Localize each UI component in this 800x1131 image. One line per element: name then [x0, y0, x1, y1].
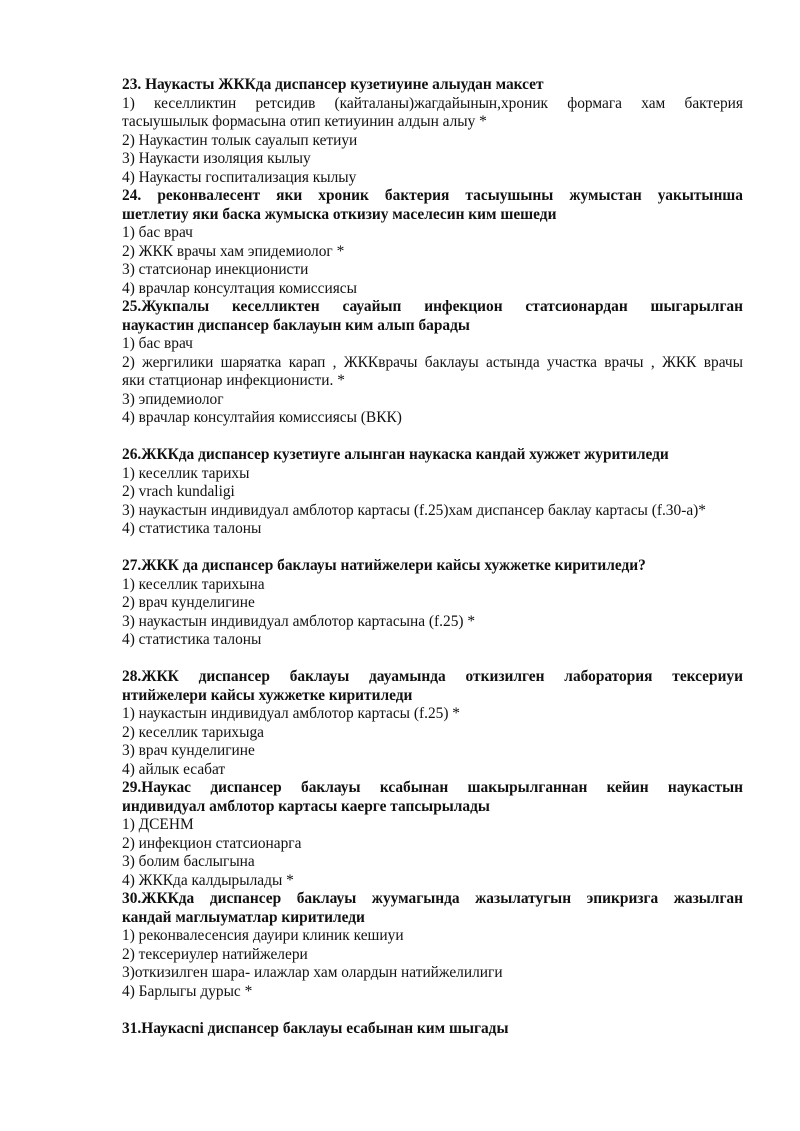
answer-option: 4) врачлар консултайия комиссиясы (ВКК) [122, 409, 402, 426]
paragraph-gap [122, 650, 743, 669]
answer-option: 1) кеселликтин ретсидив (кайталаны)жагдайынын,хроник формага хам бактерия [122, 94, 743, 112]
answer-option: 1) бас врач [122, 224, 193, 241]
answer-option: 2) Наукастин толык сауалып кетиуи [122, 131, 358, 149]
question-title: 25.Жукпалы кеселликтен сауайып инфекцион статсионардан шыгарылган [122, 298, 743, 315]
answer-option: 2) vrach kundaligi [122, 483, 235, 500]
answer-option: 2) инфекцион статсионарга [122, 834, 302, 852]
answer-option: 1) кеселлик тарихы [122, 464, 250, 482]
answer-option: 1) кеселлик тарихына [122, 575, 265, 593]
question-23 [122, 76, 743, 187]
answer-option: 3)откизилген шара- илажлар хам олардын натийжелилиги [122, 964, 503, 981]
answer-option: 4) айлык есабат [122, 760, 226, 778]
answer-option: 2) кеселлик тарихыga [122, 723, 264, 741]
question-27 [122, 557, 743, 650]
answer-option: 2) тексериулер натийжелери [122, 945, 308, 963]
paragraph-gap [122, 539, 743, 558]
question-title: 27.ЖКК да диспансер баклауы натийжелери кайсы хужжетке киритиледи? [122, 557, 646, 574]
answer-option: 2) жергилики шаряатка карап , ЖККврачы баклауы астында участка врачы , ЖКК врачы [122, 353, 743, 371]
answer-option: 4) врачлар консултация комиссиясы [122, 279, 357, 297]
answer-option: 3) болим баслыгына [122, 853, 255, 870]
answer-option: 3) наукастын индивидуал амблотор картасы (f.25)хам диспансер баклау картасы (f.30-a)* [122, 501, 706, 519]
answer-option: 3) врач кунделигине [122, 742, 255, 759]
question-26 [122, 446, 743, 539]
question-title: 31.Наукасnі диспансер баклауы есабынан ким шыгады [122, 1019, 509, 1037]
paragraph-gap [122, 1001, 743, 1020]
question-31 [122, 1020, 743, 1039]
question-title: 23. Наукасты ЖККда диспансер кузетиуине алыудан максет [122, 76, 544, 93]
answer-option: 3) Наукасти изоляция кылыу [122, 150, 311, 167]
question-24 [122, 187, 743, 298]
question-29 [122, 779, 743, 890]
answer-option-cont: яки статционар инфекционисти. * [122, 372, 345, 389]
answer-option: 3) наукастын индивидуал амблотор картасына (f.25) * [122, 612, 476, 630]
question-title-cont: нтийжелери кайсы хужжетке киритиледи [122, 686, 413, 704]
question-title: 24. реконвалесент яки хроник бактерия тасыушыны жумыстан уакытынша [122, 187, 743, 204]
answer-option: 2) ЖКК врачы хам эпидемиолог * [122, 242, 345, 260]
question-title: 29.Наукас диспансер баклауы ксабынан шакырылганнан кейин наукастын [122, 779, 743, 796]
question-title-cont: наукастин диспансер баклауын ким алып барады [122, 316, 470, 334]
question-title: 26.ЖККда диспансер кузетиуге алынган наукаска кандай хужжет журитиледи [122, 446, 669, 463]
answer-option: 1) наукастын индивидуал амблотор картасы (f.25) * [122, 705, 461, 722]
question-28 [122, 668, 743, 779]
question-title: 30.ЖККда диспансер баклауы жуумагында жазылатугын эпикризга жазылган [122, 890, 743, 907]
question-title-cont: кандай маглыуматлар киритиледи [122, 908, 365, 926]
answer-option: 4) Барлыгы дурыс * [122, 982, 253, 1000]
question-30 [122, 890, 743, 1001]
answer-option: 4) статистика талоны [122, 520, 262, 537]
question-title-cont: шетлетиу яки баска жумыска откизиу маселесин ким шешеди [122, 205, 557, 223]
answer-option: 4) статистика талоны [122, 631, 262, 648]
answer-option: 1) бас врач [122, 335, 193, 352]
answer-option: 4) Наукасты госпитализация кылыу [122, 168, 357, 186]
answer-option: 1) ДСЕНМ [122, 816, 194, 833]
question-title: 28.ЖКК диспансер баклауы дауамында откизилген лаборатория тексериуи [122, 668, 743, 685]
question-title-cont: индивидуал амблотор картасы каерге тапсырылады [122, 797, 490, 815]
document-page [122, 76, 743, 1038]
answer-option-cont: тасыушылык формасына отип кетиуинин алдын алыу * [122, 113, 487, 130]
paragraph-gap [122, 428, 743, 447]
answer-option: 3) статсионар инекционисти [122, 261, 309, 278]
question-25 [122, 298, 743, 428]
answer-option: 1) реконвалесенсия дауири клиник кешиуи [122, 927, 404, 944]
answer-option: 2) врач кунделигине [122, 594, 255, 611]
answer-option: 3) эпидемиолог [122, 390, 224, 408]
answer-option: 4) ЖККда калдырылады * [122, 871, 294, 889]
